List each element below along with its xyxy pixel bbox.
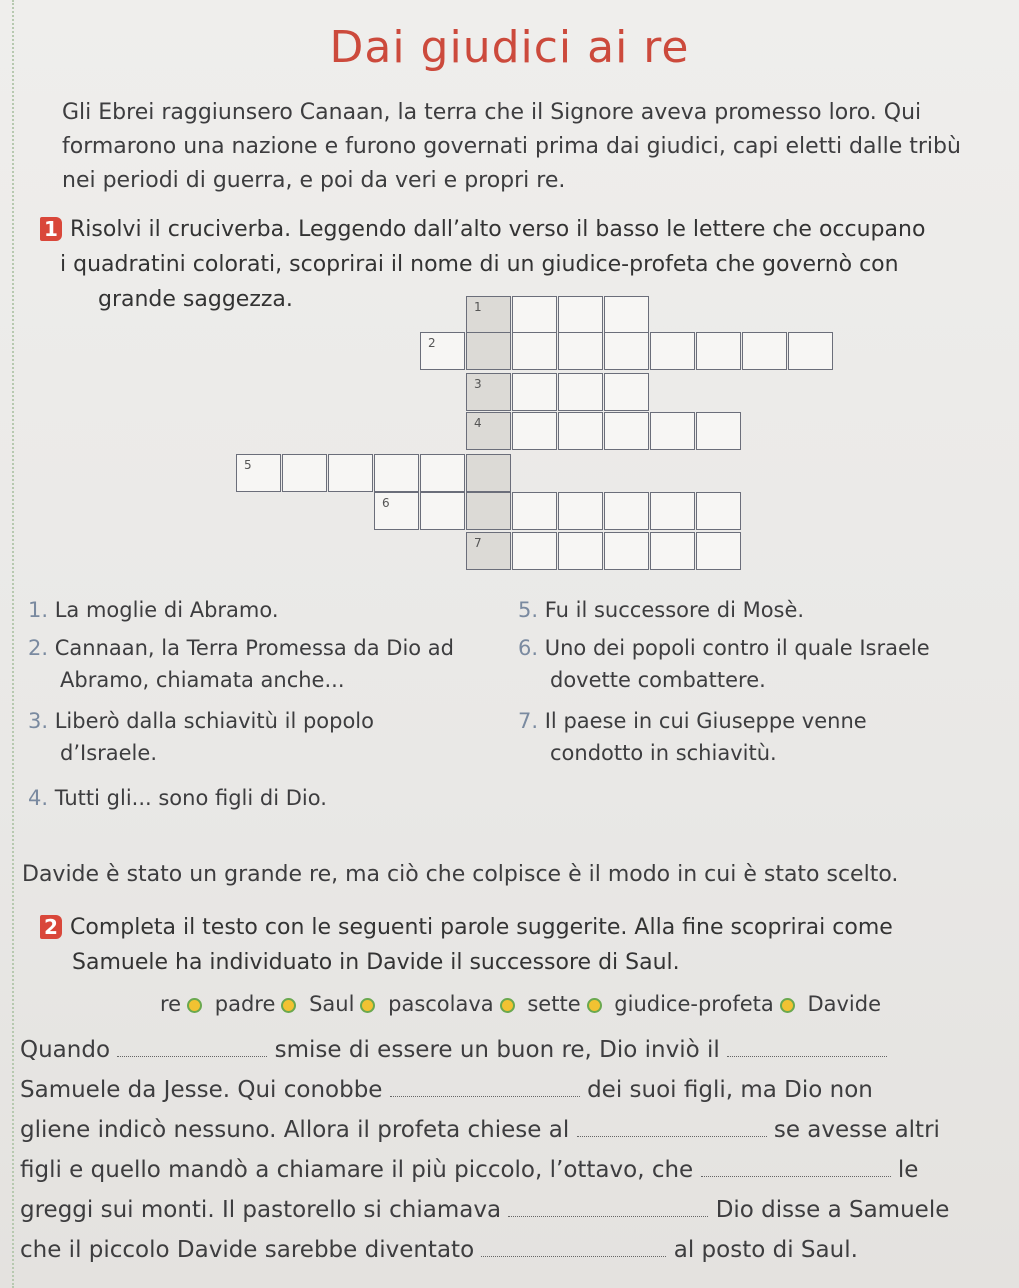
text-line-2: Samuele da Jesse. Qui conobbe dei suoi figli, ma Dio non [20,1070,1005,1110]
blank-2[interactable] [727,1034,887,1057]
crossword-cell-highlighted[interactable] [466,532,511,570]
crossword-cell[interactable] [650,492,695,530]
clue-number: 5 [244,458,252,472]
blank-4[interactable] [577,1114,767,1137]
crossword-cell[interactable] [558,412,603,450]
clue-6: 6. Uno dei popoli contro il quale Israele dovette combattere. [518,636,930,692]
crossword-cell[interactable] [696,412,741,450]
intro-paragraph: Gli Ebrei raggiunsero Canaan, la terra che il Signore aveva promesso loro. Qui formarono una nazione e furono governati prima dai giudici, capi eletti dalle tribù nei periodi di guerra, e poi da veri e propri re. [62,100,961,193]
crossword-cell[interactable] [512,296,557,334]
blank-5[interactable] [701,1154,891,1177]
text-line-4: figli e quello mandò a chiamare il più piccolo, l’ottavo, che le [20,1150,1005,1190]
text-line-1: Quando smise di essere un buon re, Dio inviò il [20,1030,1005,1070]
crossword-cell[interactable] [374,454,419,492]
clue-number: 6 [382,496,390,510]
crossword-cell[interactable] [512,412,557,450]
crossword-cell-highlighted[interactable] [466,454,511,492]
clue-2: 2. Cannaan, la Terra Promessa da Dio ad Abramo, chiamata anche... [28,636,455,692]
bullet-icon [587,998,602,1013]
clue-4: 4. Tutti gli... sono figli di Dio. [28,786,327,810]
crossword-cell[interactable] [604,492,649,530]
text-line-3: gliene indicò nessuno. Allora il profeta chiese al se avesse altri [20,1110,1005,1150]
word: re [160,992,182,1016]
clue-number: 2 [428,336,436,350]
clue-number: 3 [474,377,482,391]
crossword-cell[interactable] [604,532,649,570]
bullet-icon [500,998,515,1013]
blank-7[interactable] [481,1234,666,1257]
clue-number: 7 [474,536,482,550]
crossword-cell-highlighted[interactable] [466,492,511,530]
page-title: Dai giudici ai re [329,22,690,73]
word: pascolava [388,992,494,1016]
crossword-cell[interactable] [788,332,833,370]
page-edge [0,0,14,1288]
word: Davide [807,992,881,1016]
crossword-cell[interactable] [604,296,649,334]
crossword-cell[interactable] [420,492,465,530]
blank-3[interactable] [390,1074,580,1097]
crossword-cell-highlighted[interactable] [466,373,511,411]
crossword-cell[interactable] [374,492,419,530]
crossword-cell[interactable] [558,373,603,411]
word: sette [527,992,581,1016]
clue-3: 3. Liberò dalla schiavitù il popolo d’Israele. [28,709,374,765]
bullet-icon [360,998,375,1013]
clue-1: 1. La moglie di Abramo. [28,598,279,622]
bullet-icon [281,998,296,1013]
crossword-cell[interactable] [742,332,787,370]
bullet-icon [187,998,202,1013]
exercise2-badge: 2 [40,915,62,939]
word: padre [214,992,276,1016]
crossword-cell[interactable] [696,532,741,570]
crossword-cell[interactable] [696,492,741,530]
crossword-cell-highlighted[interactable] [466,332,511,370]
crossword-cell[interactable] [420,332,465,370]
transition-sentence: Davide è stato un grande re, ma ciò che colpisce è il modo in cui è stato scelto. [22,862,899,887]
crossword-cell-highlighted[interactable] [466,412,511,450]
crossword-cell[interactable] [328,454,373,492]
crossword-cell[interactable] [604,373,649,411]
crossword-cell[interactable] [558,532,603,570]
blank-6[interactable] [508,1194,708,1217]
crossword-cell[interactable] [420,454,465,492]
crossword-cell[interactable] [558,332,603,370]
crossword-cell[interactable] [650,532,695,570]
clue-7: 7. Il paese in cui Giuseppe venne condotto in schiavitù. [518,709,867,765]
crossword-cell[interactable] [512,373,557,411]
text-line-5: greggi sui monti. Il pastorello si chiamava Dio disse a Samuele [20,1190,1005,1230]
crossword-cell[interactable] [604,412,649,450]
word: giudice-profeta [614,992,774,1016]
blank-1[interactable] [117,1034,267,1057]
bullet-icon [780,998,795,1013]
crossword-cell[interactable] [282,454,327,492]
crossword-cell[interactable] [236,454,281,492]
crossword-cell[interactable] [512,492,557,530]
text-line-6: che il piccolo Davide sarebbe diventato al posto di Saul. [20,1230,1005,1270]
clue-number: 4 [474,416,482,430]
word-bank [160,992,881,1016]
crossword-cell[interactable] [650,332,695,370]
word: Saul [309,992,355,1016]
crossword-cell[interactable] [650,412,695,450]
crossword-cell[interactable] [558,492,603,530]
crossword-cell[interactable] [604,332,649,370]
crossword-cell-highlighted[interactable] [466,296,511,334]
clue-number: 1 [474,300,482,314]
clue-5: 5. Fu il successore di Mosè. [518,598,805,622]
crossword-cell[interactable] [558,296,603,334]
crossword-cell[interactable] [512,332,557,370]
exercise1-instructions: 1 Risolvi il cruciverba. Leggendo dall’alto verso il basso le lettere che occupano i quadratini colorati, scoprirai il nome di un giudice-profeta che governò con grande saggezza. [40,212,1000,317]
exercise2-instructions: 2 Completa il testo con le seguenti parole suggerite. Alla fine scoprirai come Samuele ha individuato in Davide il successore di Saul. [40,910,1000,980]
crossword-cell[interactable] [512,532,557,570]
exercise1-badge: 1 [40,217,62,241]
crossword-cell[interactable] [696,332,741,370]
